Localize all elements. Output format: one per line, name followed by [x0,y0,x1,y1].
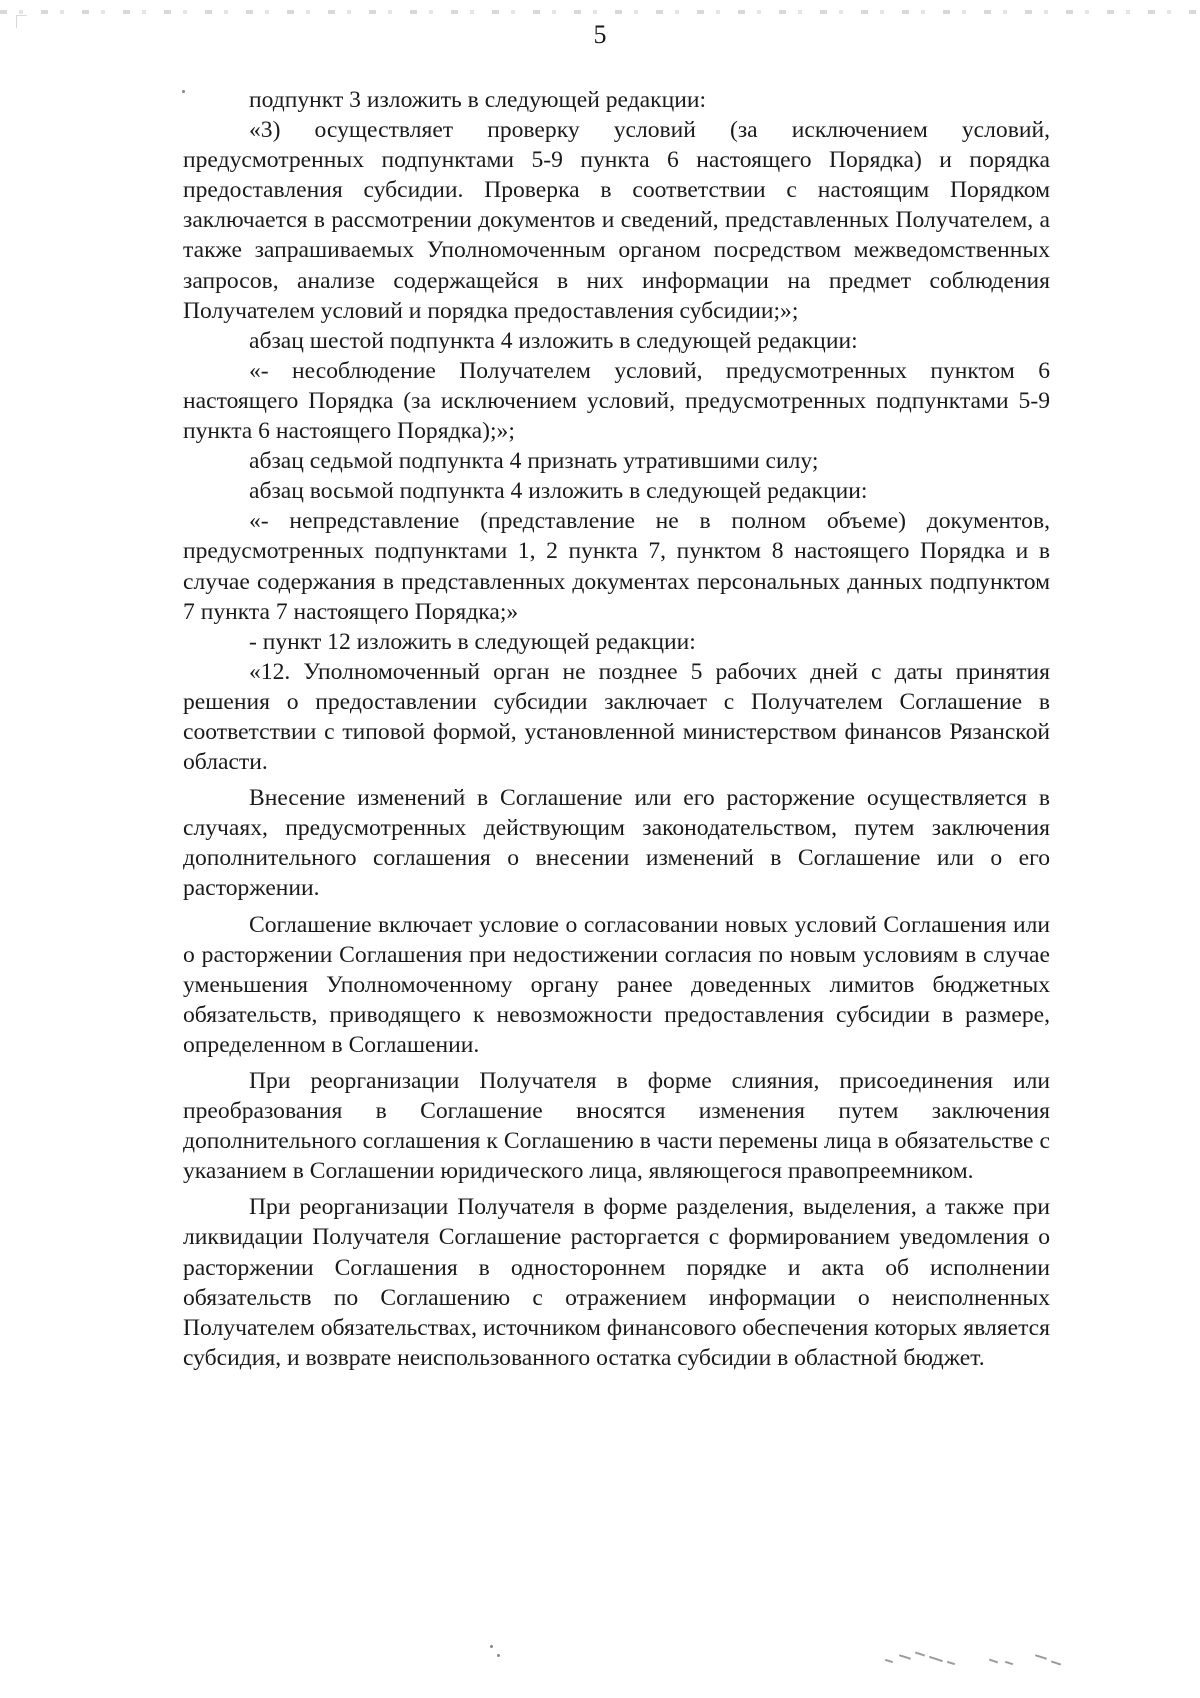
paragraph-8: - пункт 12 изложить в следующей редакции: [249,628,696,655]
scan-edge-noise [0,10,1200,14]
paragraph-11: Соглашение включает условие о согласовании новых условий Соглашения или о расторжении Соглашения при недостижении согласия по новым условиям в случае уменьшения Уполномоченному органу ранее доведенных лимитов бюджетных обязательств, приводящего к невозможности предоставления субсидии в размере, определенном в Соглашении. [183,911,1050,1058]
document-body [183,85,1050,1373]
paragraph-6: абзац восьмой подпункта 4 изложить в следующей редакции: [249,478,868,505]
paragraph-12: При реорганизации Получателя в форме слияния, присоединения или преобразования в Соглашение вносятся изменения путем заключения дополнительного соглашения к Соглашению в части перемены лица в обязательстве с указанием в Соглашении юридического лица, являющегося правопреемником. [183,1068,1050,1185]
paragraph-13: При реорганизации Получателя в форме разделения, выделения, а также при ликвидации Получателя Соглашение расторгается с формированием уведомления о расторжении Соглашения в одностороннем порядке и акта об исполнении обязательств по Соглашению с отражением информации о неисполненных Получателем обязательствах, источником финансового обеспечения которых является субсидия, и возврате неиспользованного остатка субсидии в областной бюджет. [183,1194,1050,1371]
scan-speck [490,1645,493,1648]
paragraph-2: «3) осуществляет проверку условий (за исключением условий, предусмотренных подпунктами 5-9 пункта 6 настоящего Порядка) и порядка предоставления субсидии. Проверка в соответствии с настоящим Порядком заключается в рассмотрении документов и сведений, представленных Получателем, а также запрашиваемых Уполномоченным органом посредством межведомственных запросов, анализе содержащейся в них информации на предмет соблюдения Получателем условий и порядка предоставления субсидии;»; [183,117,1050,324]
scan-smudge [885,1650,1075,1670]
paragraph-10: Внесение изменений в Соглашение или его расторжение осуществляется в случаях, предусмотренных действующим законодательством, путем заключения дополнительного соглашения о внесении изменений в Соглашение или о его расторжении. [183,785,1050,902]
paragraph-7: «- непредставление (представление не в полном объеме) документов, предусмотренных подпунктами 1, 2 пункта 7, пунктом 8 настоящего Порядка и в случае содержания в представленных документах персональных данных подпунктом 7 пункта 7 настоящего Порядка;» [183,508,1050,625]
paragraph-5: абзац седьмой подпункта 4 признать утратившими силу; [249,448,819,475]
paragraph-9: «12. Уполномоченный орган не позднее 5 рабочих дней с даты принятия решения о предоставлении субсидии заключает с Получателем Соглашение в соответствии с типовой формой, установленной министерством финансов Рязанской области. [183,658,1050,776]
paragraph-4: «- несоблюдение Получателем условий, предусмотренных пунктом 6 настоящего Порядка (за исключением условий, предусмотренных подпунктами 5-9 пункта 6 настоящего Порядка);»; [183,357,1050,445]
scan-speck [182,90,185,93]
page-number: 5 [593,20,607,49]
paragraph-1: подпункт 3 изложить в следующей редакции: [249,87,707,113]
paragraph-3: абзац шестой подпункта 4 изложить в следующей редакции: [249,327,858,354]
scan-speck [497,1654,500,1657]
